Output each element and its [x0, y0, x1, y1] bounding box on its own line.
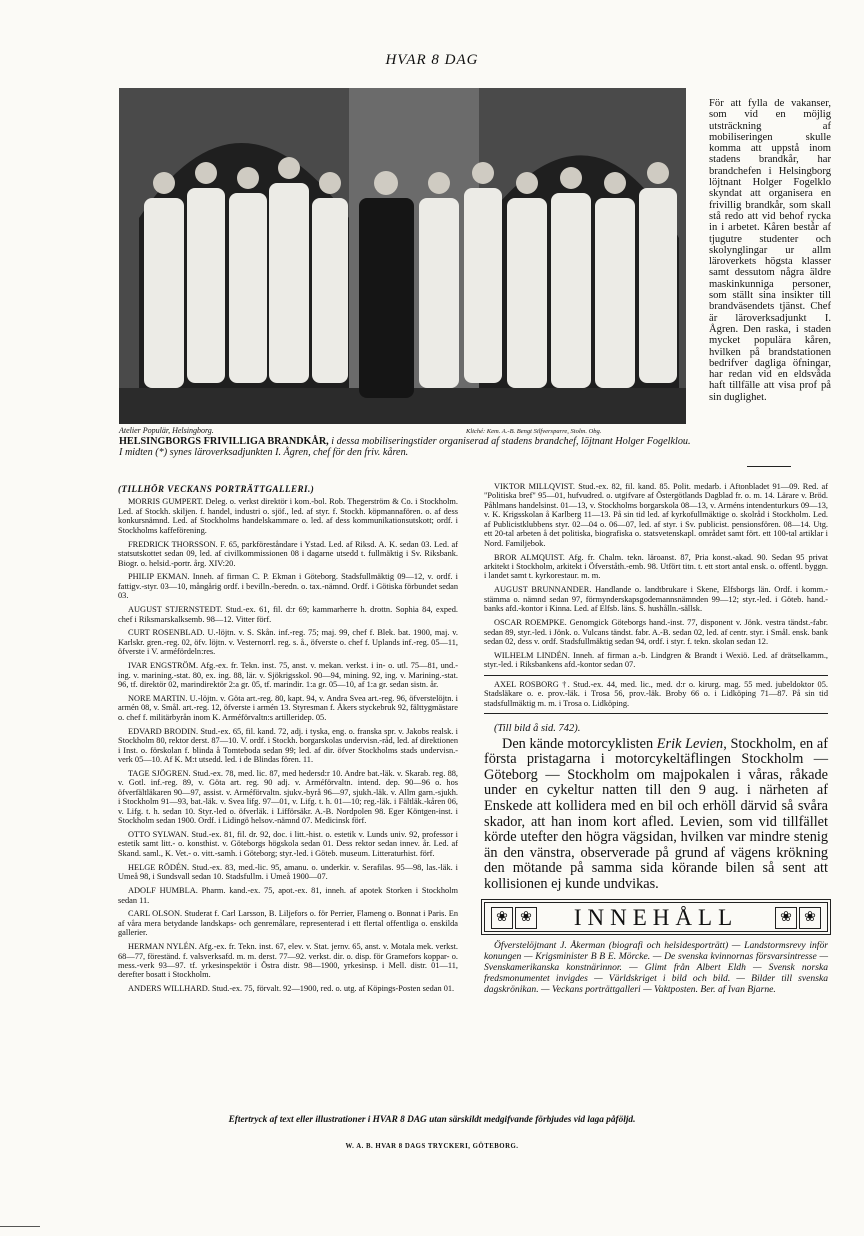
- gallery-entry: FREDRICK THORSSON. F. 65, parkföreståndare i Ystad. Led. af Riksd. A. K. sedan 03. Led. af statsutskottet sedan 09, led. af civilkommissionen 08 i dagarne utsedd t. fullmäktig i Sv. Riksbank. Biogr. o. helsid.-portr. årg. XIV:20.: [118, 539, 458, 568]
- gallery-entry: ANDERS WILLHARD. Stud.-ex. 75, förvalt. 92—1900, red. o. utg. af Köpings-Posten sedan 01.: [128, 984, 455, 994]
- caption-text: i dessa mobiliseringstider organiserad af stadens brandchef, löjtnant Holger Fogelklou. I midten (*) synes läroverksadjunkten I. Ågren, chef för den friv. kåren.: [119, 436, 691, 458]
- gallery-entry: AXEL ROSBORG †. Stud.-ex. 44, med. lic., med. d:r o. kirurg. mag. 55 med. jubeldoktor 05. Stadsläkare o. e. prov.-läk. i Trosa 56, prov.-läk. Broby 66 o. i Lidköping 71—87. På sin tid stadsfullmäktig m. m. i Trosa o. Lidköping.: [484, 679, 828, 708]
- margin-mark: [0, 1226, 40, 1227]
- gallery-entry: PHILIP EKMAN. Inneh. af firman C. P. Ekman i Göteborg. Stadsfullmäktig 09—12, v. ordf. i fattigv.-styr. 03—10, mångårig ordf. i bevilln.-beredn. o. tax.-nämnd. Ordf. i Götiska förbundet sedan 03.: [118, 572, 458, 601]
- ornament-icon: ❀: [775, 907, 797, 929]
- printer-imprint: W. A. B. HVAR 8 DAGS TRYCKERI, GÖTEBORG.: [345, 1143, 519, 1150]
- brigade-article: För att fylla de vakanser, som vid en möjlig utsträckning af mobiliseringen skulle komma att uppstå inom stadens brandkår, har brandchefen i Helsingborg löjtnant Holger Fogelklo skyndat att organisera en frivillig brandkår, som skall stå redo att vid behof rycka in i arbetet. Kåren består af tjugutre studenter och skolynglingar ur allm läroverkets högsta klasser samt dessutom några äldre maskinkunniga personer, som ställt sina insikter till brandväsendets tjänst. Chef är läroverksadjunkt I. Ågren. Den raska, i staden mycket populära kåren, hvilken på brandstationen bedrifver dagliga öfningar, har redan vid en eldsvåda haft tillfälle att visa prof på sin duglighet.: [709, 98, 831, 403]
- gallery-entry: IVAR ENGSTRÖM. Afg.-ex. fr. Tekn. inst. 75, anst. v. mekan. verkst. i in- o. utl. 75—81, und.-ing. v. marining.-stat. 80, ex. ing. 88, lär. v. Sjökrigsskol. 90—94, mining. 92, ing. v. Marining.-stat. 96, tf. direktör 02, marindirektör 2:a gr. 05, tf. marindir. 1:a gr. 05—10, af 1:a gr. sedan sistn. år.: [118, 661, 458, 690]
- divider: [484, 675, 828, 676]
- gallery-entry: NORE MARTIN. U.-löjtn. v. Göta art.-reg. 80, kapt. 94, v. Andra Svea art.-reg. 96, öfverstelöjtn. i armén 08, v. Smål. art.-reg. 12, öfverste i armén 13. Styresman f. Åkers styckebruk 92, fälttygmästare o. chef f. militärbyrån inom K. Arméförvaltn:s artilleridep. 05.: [118, 693, 458, 722]
- gallery-entry: AUGUST STJERNSTEDT. Stud.-ex. 61, fil. d:r 69; kammarherre h. drottn. Sophia 84, exped. chef i Riksmarskalksemb. 98—12. Vitter förf.: [118, 605, 458, 624]
- caption-title: HELSINGBORGS FRIVILLIGA BRANDKÅR,: [119, 436, 329, 447]
- divider: [484, 713, 828, 714]
- ornament-icon: ❀: [799, 907, 821, 929]
- photo-caption: [119, 436, 691, 458]
- gallery-entry: VIKTOR MILLQVIST. Stud.-ex. 82, fil. kand. 85. Polit. medarb. i Aftonbladet 91—09. Red. af "Politiska bref" 95—01, hufvudred. o. utgifvare af Östergötlands Dagblad fr. o. m. 14. Lärare v. Bröd. Påhlmans handelsinst. 01—13, v. Stockholms borgarskola 08—13, v. Arméns intendenturkurs 09—13, v. K. Krigsskolan å Karlberg 11—13. På sin tid led. af kyrkofullmäktige o. skolråd i Stockholm. Led. af Publicistklubbens styr. 02—04 o. 06—07, led. af styr. i Sv. publicist. pensionsfören. 08—14. Utg. ett 20-tal arbeten å det politiska, biografiska o. statsvetenskapl. området samt fört. ett 100-tal artiklar i Nord. Familjebok.: [484, 482, 828, 548]
- gallery-entry: BROR ALMQUIST. Afg. fr. Chalm. tekn. läroanst. 87, Pria konst.-akad. 90. Sedan 95 privat arkitekt i Stockholm, arkitekt i Öfverståth.-emb. 98. Utfört titn. t. ett stort antal ensk. o. offentl. byggn. i landet samt t. kyrkorestaur. m. m.: [484, 552, 828, 581]
- photo-credit-engraver: Kliché: Kem. A.-B. Bengt Silfversparre, Stolm. Obg.: [466, 428, 602, 435]
- story-body: , Stockholm, en af första pristagarna i motorcykeltäflingen Stockholm — Göteborg — Stockholm om majpokalen i våras, råkade under en cykeltur natten till den 9 aug. i närheten af Enskede att kollidera med en bil och erhöll därvid så svåra skador, att han inom kort afled. Levien, som vid tillfället körde utefter den högra vägsidan, hvilken var mindre stenig än den vänstra, observerade på grund af vägens krökning den mötande på samma sida körande bilen så sent att kollisionen ej kunde undvikas.: [484, 735, 828, 892]
- gallery-entry: AUGUST BRUNNANDER. Handlande o. landtbrukare i Skene, Elfsborgs län. Ordf. i komm.-stämma o. nämnd sedan 97, förmynderskapsgodemannsnämnden 99—12; styr.-led. i Göteb. hand.-banks afd.-kontor i Kinna. Led. af Elfsb. läns. S. hushålln.-sällsk.: [484, 585, 828, 614]
- gallery-entry: OSCAR ROEMPKE. Genomgick Göteborgs hand.-inst. 77, disponent v. Jönk. vestra tändst.-fabr. sedan 89, styr.-led. i Jönk. o. Vulcans tändst. fabr. A.-B. sedan 02, led. af centr. styr. i Smål. ensk. bank sedan 02, dess v. ordf. Stadsfullmäktig sedan 94, ordf. i styr. f. tekn. skolan sedan 12.: [484, 618, 828, 646]
- contents-title: INNEHÅLL: [573, 904, 739, 930]
- story-person-name: Erik Levien: [656, 735, 724, 752]
- story-lead: Den kände motorcyklisten: [502, 735, 657, 752]
- gallery-entry: MORRIS GUMPERT. Deleg. o. verkst direktör i kom.-bol. Rob. Thegerström & Co. i Stockholm. Led. af Stockh. skiljen. f. handel, industri o. sjöf., led. af styr. f. Stockh. köpmannafören. o. af dess konkursnämnd. Led. af Stockholms handelskammare o. led. af dess kommunikationsutskott; ordf. i Stockholms kaffeförening.: [118, 497, 458, 535]
- gallery-entry: CARL OLSON. Studerat f. Carl Larsson, B. Liljefors o. för Perrier, Flameng o. Bonnat i Paris. En af våra mera betydande landskaps- och genremålare, representerad i ett flertal offentliga o. enskilda gallerier.: [118, 909, 458, 938]
- ornament-icon: ❀: [491, 907, 513, 929]
- gallery-entry: EDVARD BRODIN. Stud.-ex. 65, fil. kand. 72, adj. i tyska, eng. o. franska spr. v. Jakobs realsk. i Stockholm 80, rektor derst. 87—10. V. ordf. i Stockh. borgarskolas undervisn.-råd, led. af direktionen i Inst. o. förskolan f. blinda å Tomteboda sedan 99; led. af dir. öfver Stockholms stads undervisn.-verk 05—10. Af K. M:t utsedd. led. i de Blindas fören. 11.: [118, 726, 458, 765]
- gallery-entry: WILHELM LINDÉN. Inneh. af firman a.-b. Lindgren & Brandt i Wexiö. Led. af drätselkamm., styr.-led. i Riksbankens afd.-kontor sedan 07.: [484, 650, 828, 670]
- contents-banner: [484, 902, 828, 932]
- gallery-entry: OTTO SYLWAN. Stud.-ex. 81, fil. dr. 92, doc. i litt.-hist. o. estetik v. Lunds univ. 92, professor i estetik samt litt.- o. konsthist. v. Göteborgs högskola sedan 01. Dess rektor sedan innev. år. Led. af Skand. saml., K. Vet.- o. vitt.-samh. i Göteborg; styr.-led. i Göteb. museum. Litteraturhist. förf.: [118, 830, 458, 858]
- gallery-title: (TILLHÖR VECKANS PORTRÄTTGALLERI.): [118, 484, 315, 494]
- photo-illustration: [119, 88, 686, 424]
- gallery-entry: TAGE SJÖGREN. Stud.-ex. 78, med. lic. 87, med hedersd:r 10. Andre bat.-läk. v. Skarab. reg. 88, v. Gotl. inf.-reg. 89, v. Göta art. reg. 90 adj. v. Arméförvaltn. intend. dep. 90—96 o. hos öfverfältläkaren 90—97, assist. v. Arméförvaltn. sjukv.-byrå 96—97, sjukh.-läk. v. Allm garn.-sjukh. i Stockholm 91—93, bat.-läk. v. Svea lifg. 97—01, v. Lifg. t. h. 01—10; reg.-läk. i Fältläk.-kåren 06, v. Lifg. t. h. sedan 10. Styr.-led o. öfverläk. i Lifförsäkr. A.-B. Nordpolen 98. Eger Köntgen-inst. i Stockholm sedan 1900. Ordf. i Lidingö helsov.-nämnd 07. Medicinsk förf.: [118, 768, 458, 826]
- news-story: [484, 737, 828, 893]
- gallery-column-left: [118, 485, 458, 998]
- page-header: HVAR 8 DAG: [385, 52, 479, 68]
- contents-list: Öfverstelöjtnant J. Åkerman (biografi och helsidesporträtt) — Landstormsrevy inför konungen — Krigsminister B B E. Mörcke. — De svenska kvinnornas försvarsintresse — Svenskamerikanska konstnärinnor. — Glimt från Albert Eldh — Svensk norska fredsmonumentet invigdes — Världskriget i bild och bild. — Bilder till svenska dagskrönikan. — Veckans porträttgalleri — Vaktposten. Ber. af Ivan Bjarne.: [484, 940, 828, 996]
- gallery-column-right: [484, 482, 828, 995]
- photo-credit-studio: Atelier Populär, Helsingborg.: [119, 426, 214, 435]
- gallery-entry: ADOLF HUMBLA. Pharm. kand.-ex. 75, apot.-ex. 81, inneh. af apotek Storken i Stockholm sedan 11.: [118, 886, 458, 905]
- brigade-photo: [119, 88, 686, 424]
- copyright-notice: Eftertryck af text eller illustrationer i HVAR 8 DAG utan särskildt medgifvande förbjudes vid laga påföljd.: [228, 1115, 636, 1125]
- divider: [747, 466, 791, 467]
- gallery-entry: CURT ROSENBLAD. U.-löjtn. v. S. Skån. inf.-reg. 75; maj. 99, chef f. Blek. bat. 1900, maj. v. Karlskr. gren.-reg. 02, öfv. löjtn. v. Vesternorrl. reg. s. å., öfverste o. chef f. Uplands inf.-reg. 05—11, öfverste i V. arméfördeln:res.: [118, 628, 458, 657]
- photo-reference-note: (Till bild å sid. 742).: [494, 723, 581, 735]
- ornament-icon: ❀: [515, 907, 537, 929]
- gallery-entry: HELGE RÖDÉN. Stud.-ex. 83, med.-lic. 95, amanu. o. underkir. v. Serafilas. 95—98, las.-läk. i Umeå 98, i Sundsvall sedan 10. Stadsfullm. i Umeå 1900—07.: [118, 862, 458, 882]
- gallery-entry: HERMAN NYLÉN. Afg.-ex. fr. Tekn. inst. 67, elev. v. Stat. jernv. 65, anst. v. Motala mek. verkst. 68—77, föreständ. f. valsverksafd. m. m. derst. 77—92. verkst. dir. o. disp. för Gramefors koppar- o. mess.-verk 93—97. tf. yrkesinspektör i Östra distr. 98—1900, yrkesinsp. i Mell. distr. 01—11, derefter bosatt i Stockholm.: [118, 942, 458, 980]
